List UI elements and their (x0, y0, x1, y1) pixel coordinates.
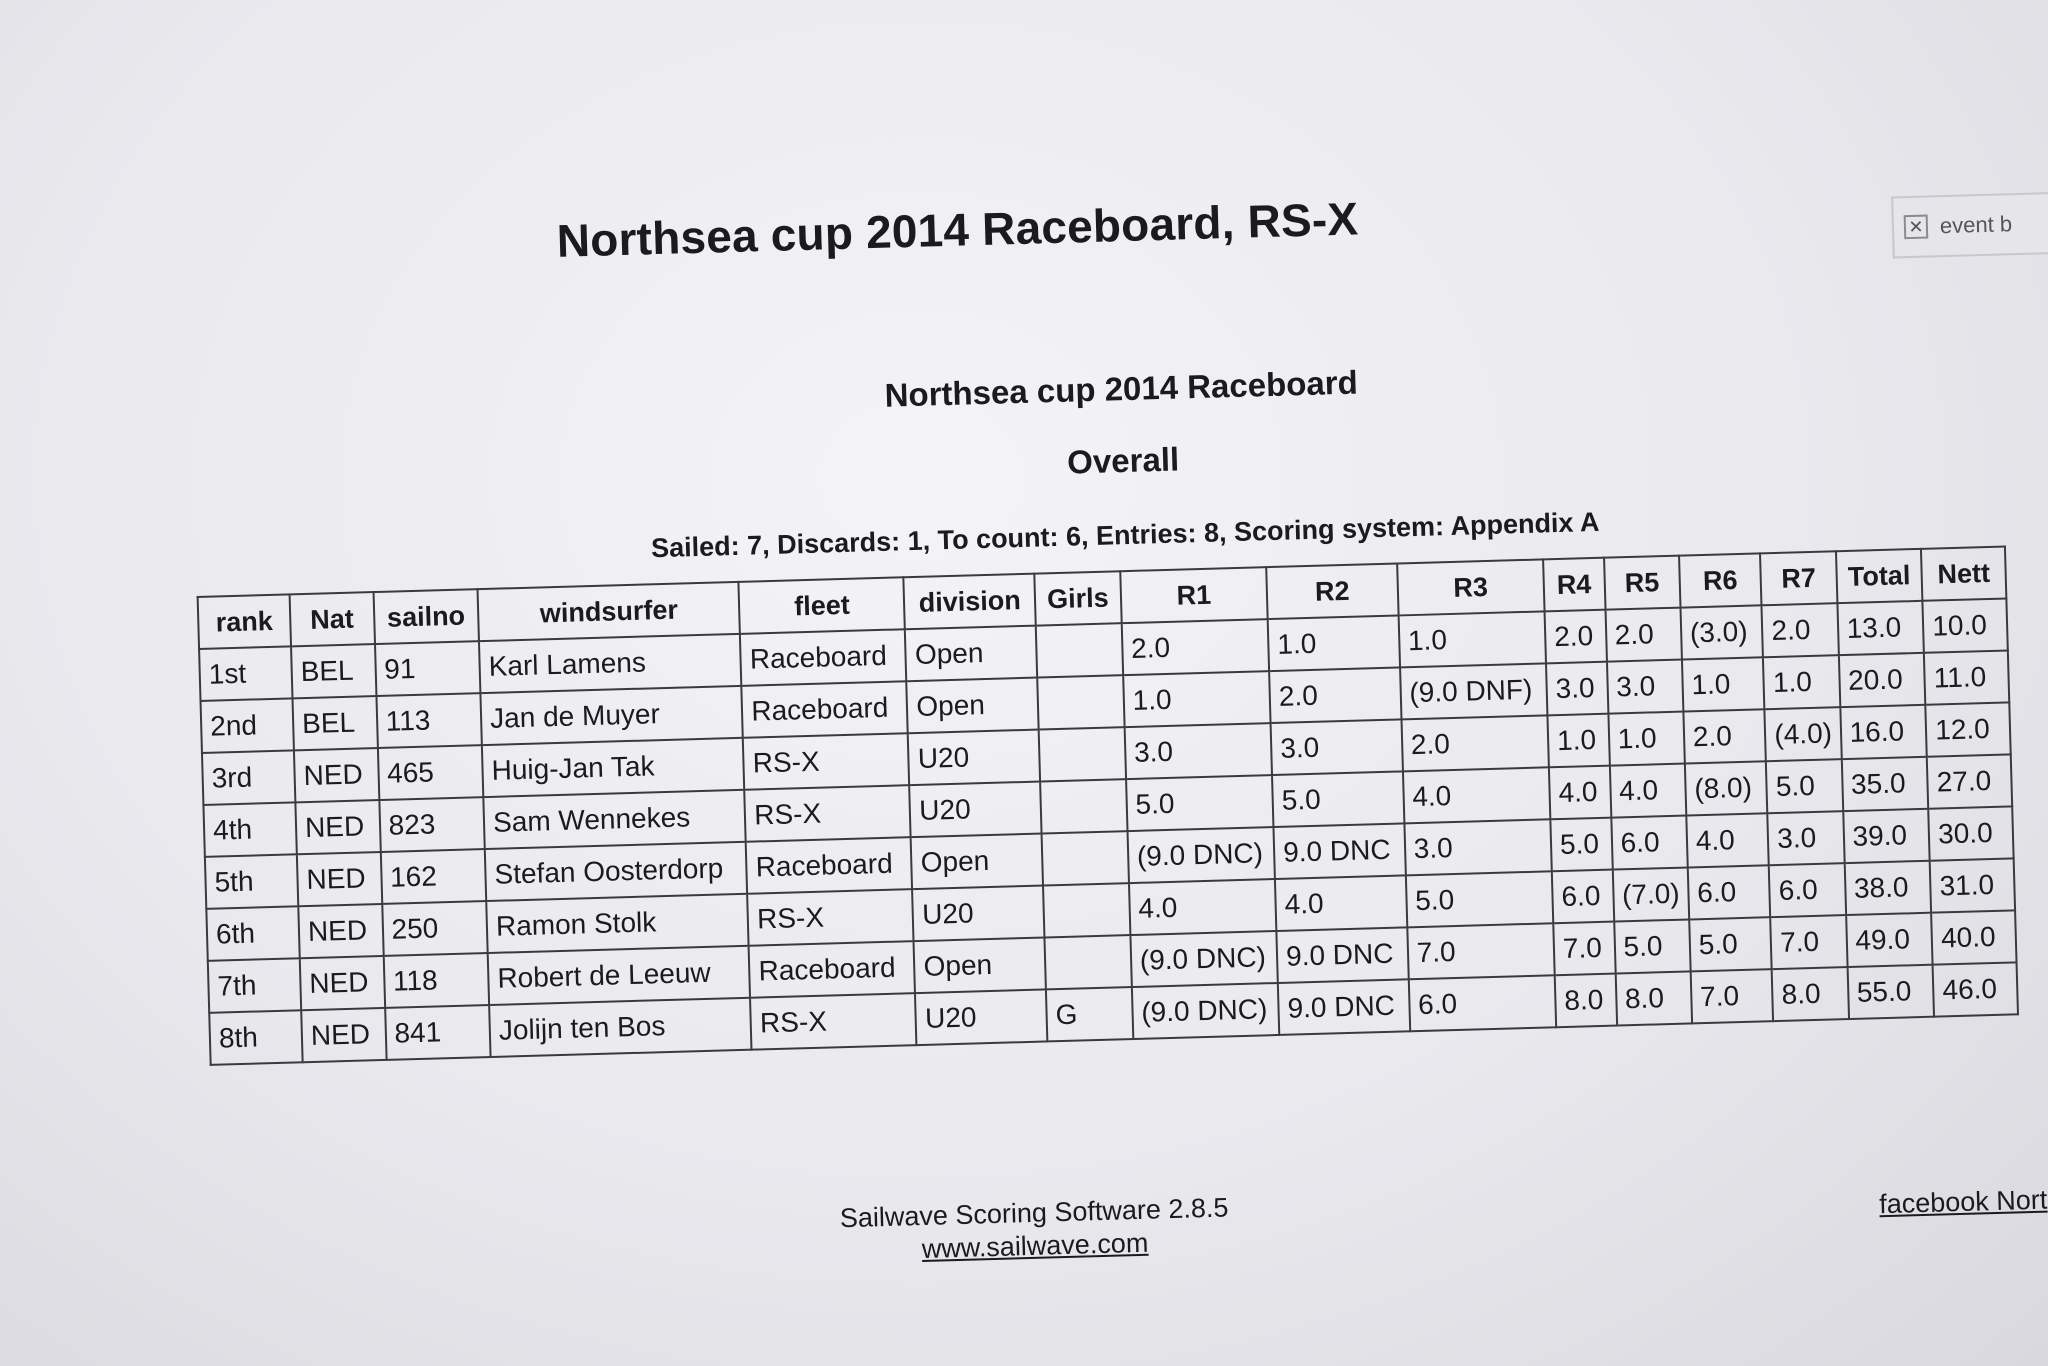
cell-sailno: 162 (380, 849, 486, 904)
cell-r4: 3.0 (1546, 662, 1608, 716)
cell-total: 16.0 (1840, 705, 1927, 759)
column-header-nat: Nat (290, 592, 375, 646)
cell-r1: 5.0 (1126, 775, 1274, 831)
cell-r2: 9.0 DNC (1276, 927, 1408, 983)
cell-r4: 5.0 (1550, 818, 1612, 872)
footer-software: Sailwave Scoring Software 2.8.5 (839, 1192, 1229, 1234)
cell-r4: 6.0 (1552, 870, 1614, 924)
column-header-fleet: fleet (739, 577, 905, 634)
cell-r3: 2.0 (1401, 715, 1549, 771)
cell-nat: NED (300, 956, 385, 1010)
results-table (197, 545, 2019, 1065)
cell-windsurfer: Ramon Stolk (486, 894, 749, 953)
column-header-r6: R6 (1679, 553, 1762, 607)
cell-nett: 27.0 (1927, 754, 2012, 808)
cell-division: Open (905, 626, 1037, 682)
cell-r7: 3.0 (1768, 811, 1845, 865)
cell-division: U20 (912, 885, 1044, 941)
cell-nett: 12.0 (1926, 702, 2011, 756)
cell-windsurfer: Karl Lamens (479, 634, 742, 693)
column-header-total: Total (1836, 549, 1923, 603)
cell-r1: 3.0 (1124, 723, 1272, 779)
cell-nat: NED (298, 904, 383, 958)
cell-r3: 5.0 (1406, 871, 1554, 927)
cell-r6: 2.0 (1683, 709, 1766, 763)
cell-nat: NED (297, 852, 382, 906)
cell-total: 35.0 (1841, 757, 1928, 811)
cell-nat: BEL (291, 644, 376, 698)
cell-r7: 2.0 (1762, 603, 1839, 657)
column-header-girls: Girls (1034, 571, 1121, 625)
cell-windsurfer: Jan de Muyer (480, 686, 743, 745)
cell-r1: (9.0 DNC) (1132, 983, 1280, 1039)
cell-total: 55.0 (1847, 965, 1934, 1019)
column-header-r1: R1 (1120, 567, 1268, 623)
cell-r4: 8.0 (1555, 974, 1617, 1028)
cell-rank: 8th (209, 1010, 302, 1065)
cell-sailno: 823 (379, 797, 485, 852)
cell-rank: 6th (206, 906, 299, 961)
cell-girls (1036, 623, 1123, 677)
cell-nat: BEL (292, 696, 377, 750)
cell-fleet: Raceboard (749, 941, 915, 998)
cell-windsurfer: Huig-Jan Tak (482, 738, 745, 797)
section-title: Overall (1066, 440, 1180, 481)
column-header-sailno: sailno (373, 589, 479, 644)
cell-sailno: 250 (382, 901, 488, 956)
cell-r6: 4.0 (1686, 813, 1769, 867)
cell-r6: 5.0 (1689, 917, 1772, 971)
cell-windsurfer: Sam Wennekes (483, 790, 746, 849)
cell-windsurfer: Stefan Oosterdorp (485, 842, 748, 901)
cell-r3: 1.0 (1398, 611, 1546, 667)
cell-r3: 7.0 (1407, 923, 1555, 979)
cell-r3: 3.0 (1404, 819, 1552, 875)
cell-r4: 2.0 (1545, 610, 1607, 664)
column-header-r3: R3 (1397, 559, 1545, 615)
column-header-r4: R4 (1543, 558, 1605, 612)
cell-rank: 1st (199, 646, 292, 701)
cell-girls (1045, 935, 1132, 989)
cell-girls (1042, 831, 1129, 885)
cell-nett: 46.0 (1933, 962, 2018, 1016)
cell-nat: NED (301, 1008, 386, 1062)
cell-r2: 3.0 (1271, 719, 1403, 775)
cell-rank: 7th (208, 958, 301, 1013)
cell-division: Open (911, 834, 1043, 890)
cell-r5: 3.0 (1607, 660, 1684, 714)
cell-fleet: RS-X (743, 733, 909, 790)
sub-title: Northsea cup 2014 Raceboard (884, 363, 1359, 414)
cell-nett: 40.0 (1931, 910, 2016, 964)
cell-fleet: RS-X (745, 785, 911, 842)
cell-r6: (3.0) (1680, 605, 1763, 659)
cell-total: 49.0 (1846, 913, 1933, 967)
cell-total: 38.0 (1844, 861, 1931, 915)
cell-r5: 6.0 (1611, 816, 1688, 870)
cell-girls (1037, 675, 1124, 729)
cell-r6: 1.0 (1682, 657, 1765, 711)
cell-nett: 31.0 (1930, 858, 2015, 912)
cell-r6: 6.0 (1688, 865, 1771, 919)
cell-fleet: Raceboard (746, 837, 912, 894)
column-header-nett: Nett (1921, 547, 2006, 601)
column-header-rank: rank (198, 594, 291, 649)
cell-r1: 4.0 (1129, 879, 1277, 935)
cell-r7: (4.0) (1765, 707, 1842, 761)
cell-r2: 1.0 (1268, 615, 1400, 671)
cell-nett: 11.0 (1924, 650, 2009, 704)
cell-sailno: 465 (377, 745, 483, 800)
table-body (199, 598, 2018, 1064)
cell-r3: 4.0 (1403, 767, 1551, 823)
cell-division: U20 (915, 989, 1047, 1045)
cell-r7: 8.0 (1772, 967, 1849, 1021)
cell-r4: 4.0 (1549, 766, 1611, 820)
cell-rank: 4th (203, 802, 296, 857)
event-box[interactable] (1891, 191, 2048, 259)
cell-division: Open (907, 678, 1039, 734)
cell-r5: 1.0 (1608, 712, 1685, 766)
cell-r7: 5.0 (1766, 759, 1843, 813)
cell-r7: 1.0 (1763, 655, 1840, 709)
cell-total: 39.0 (1843, 809, 1930, 863)
cell-windsurfer: Jolijn ten Bos (489, 998, 752, 1057)
cell-fleet: RS-X (750, 993, 916, 1050)
event-box-label: event b (1939, 211, 2013, 239)
cell-r3: (9.0 DNF) (1400, 663, 1548, 719)
cell-r2: 4.0 (1275, 875, 1407, 931)
cell-r2: 9.0 DNC (1273, 823, 1405, 879)
cell-r7: 7.0 (1770, 915, 1847, 969)
cell-fleet: Raceboard (740, 629, 906, 686)
facebook-link[interactable]: facebook Nort (1878, 1184, 2048, 1220)
cell-rank: 2nd (201, 698, 294, 753)
cell-division: Open (914, 937, 1046, 993)
cell-r2: 5.0 (1272, 771, 1404, 827)
close-icon[interactable]: ✕ (1904, 215, 1929, 240)
cell-r6: 7.0 (1690, 969, 1773, 1023)
cell-total: 13.0 (1837, 601, 1924, 655)
cell-girls: G (1046, 987, 1133, 1041)
cell-r6: (8.0) (1685, 761, 1768, 815)
race-summary: Sailed: 7, Discards: 1, To count: 6, Entries: 8, Scoring system: Appendix A (650, 506, 1600, 564)
cell-r4: 1.0 (1547, 714, 1609, 768)
cell-nett: 10.0 (1923, 598, 2008, 652)
column-header-r2: R2 (1266, 563, 1398, 619)
cell-r1: (9.0 DNC) (1130, 931, 1278, 987)
cell-sailno: 91 (375, 641, 481, 696)
cell-r3: 6.0 (1408, 975, 1556, 1031)
cell-r1: 1.0 (1123, 671, 1271, 727)
cell-division: U20 (908, 730, 1040, 786)
cell-sailno: 113 (376, 693, 482, 748)
main-title: Northsea cup 2014 Raceboard, RS-X (556, 192, 1359, 267)
cell-girls (1040, 779, 1127, 833)
column-header-r5: R5 (1604, 556, 1681, 610)
cell-girls (1039, 727, 1126, 781)
cell-nat: NED (294, 748, 379, 802)
cell-nat: NED (295, 800, 380, 854)
cell-r1: (9.0 DNC) (1127, 827, 1275, 883)
column-header-division: division (904, 574, 1036, 630)
cell-r5: 2.0 (1605, 608, 1682, 662)
sailwave-link[interactable]: www.sailwave.com (921, 1227, 1149, 1265)
cell-nett: 30.0 (1928, 806, 2013, 860)
cell-rank: 3rd (202, 750, 295, 805)
results-page (186, 154, 2048, 1265)
cell-r2: 2.0 (1269, 667, 1401, 723)
cell-total: 20.0 (1838, 653, 1925, 707)
cell-windsurfer: Robert de Leeuw (488, 946, 751, 1005)
cell-r2: 9.0 DNC (1278, 979, 1410, 1035)
cell-rank: 5th (205, 854, 298, 909)
column-header-windsurfer: windsurfer (478, 582, 741, 641)
cell-r1: 2.0 (1121, 619, 1269, 675)
cell-sailno: 118 (383, 953, 489, 1008)
column-header-r7: R7 (1760, 551, 1837, 605)
cell-r5: 4.0 (1609, 764, 1686, 818)
cell-sailno: 841 (385, 1005, 491, 1060)
cell-division: U20 (910, 782, 1042, 838)
cell-r5: 8.0 (1615, 971, 1692, 1025)
cell-fleet: RS-X (747, 889, 913, 946)
cell-r4: 7.0 (1553, 922, 1615, 976)
cell-r5: 5.0 (1614, 919, 1691, 973)
cell-fleet: Raceboard (742, 681, 908, 738)
cell-r5: (7.0) (1612, 867, 1689, 921)
cell-r7: 6.0 (1769, 863, 1846, 917)
cell-girls (1043, 883, 1130, 937)
